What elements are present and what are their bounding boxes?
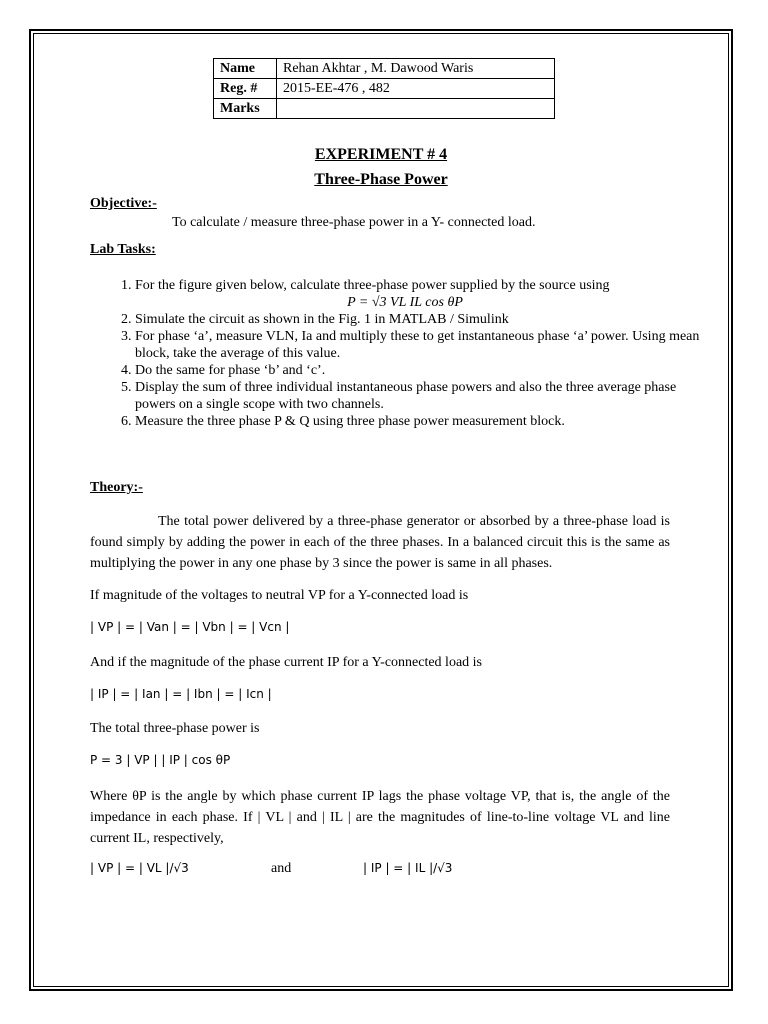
theory-paragraph-1: The total power delivered by a three-phase generator or absorbed by a three-phase load is found simply by adding the power in each of the three phases. In a balanced circuit this is the same as multiplying the power in any one phase by 3 since the power is same in all phases. (90, 514, 670, 571)
student-info-table (213, 58, 555, 119)
experiment-title: EXPERIMENT # 4 (314, 146, 448, 163)
theory-heading: Theory:- (90, 480, 143, 495)
theory-paragraph-5: Where θP is the angle by which phase current IP lags the phase voltage VP, that is, the angle of the impedance in each phase. If | VL | and | IL | are the magnitudes of line-to-line voltage VL and line current IL, respectively, (90, 789, 670, 846)
list-item: 6. Measure the three phase P & Q using three phase power measurement block. (135, 413, 715, 430)
name-value: Rehan Akhtar , M. Dawood Waris (277, 59, 555, 79)
lab-tasks-heading: Lab Tasks: (90, 242, 156, 257)
voltage-equation: | VP | = | Van | = | Vbn | = | Vcn | (90, 620, 290, 634)
lab-tasks-list (90, 277, 715, 430)
phase-voltage-relation: | VP | = | VL |/√3 (90, 861, 189, 875)
list-item: 4. Do the same for phase ‘b’ and ‘c’. (135, 362, 715, 379)
table-row (214, 99, 555, 119)
total-power-equation: P = 3 | VP | | IP | cos θP (90, 753, 231, 767)
list-item: 3. For phase ‘a’, measure VLN, Ia and multiply these to get instantaneous phase ‘a’ power. Using mean block, take the average of this value. (135, 328, 715, 362)
list-item: 1. For the figure given below, calculate three-phase power supplied by the source using P = √3 VL IL cos θP (135, 277, 715, 311)
current-equation: | IP | = | Ian | = | Ibn | = | Icn | (90, 687, 272, 701)
experiment-subtitle: Three-Phase Power (314, 171, 448, 188)
list-item: 5. Display the sum of three individual instantaneous phase powers and also the three average phase powers on a single scope with two channels. (135, 379, 715, 413)
reg-label: Reg. # (214, 79, 277, 99)
theory-paragraph-3: And if the magnitude of the phase current IP for a Y-connected load is (90, 655, 482, 670)
table-row (214, 59, 555, 79)
table-row (214, 79, 555, 99)
phase-current-relation: | IP | = | IL |/√3 (363, 861, 453, 875)
marks-value (277, 99, 555, 119)
theory-paragraph-2: If magnitude of the voltages to neutral VP for a Y-connected load is (90, 588, 469, 603)
objective-text: To calculate / measure three-phase power in a Y- connected load. (172, 215, 536, 230)
list-item: 2. Simulate the circuit as shown in the Fig. 1 in MATLAB / Simulink (135, 311, 715, 328)
theory-paragraph-4: The total three-phase power is (90, 721, 260, 736)
name-label: Name (214, 59, 277, 79)
objective-heading: Objective:- (90, 196, 157, 211)
and-text: and (271, 861, 292, 876)
reg-value: 2015-EE-476 , 482 (277, 79, 555, 99)
power-formula: P = √3 VL IL cos θP (347, 295, 463, 310)
marks-label: Marks (214, 99, 277, 119)
